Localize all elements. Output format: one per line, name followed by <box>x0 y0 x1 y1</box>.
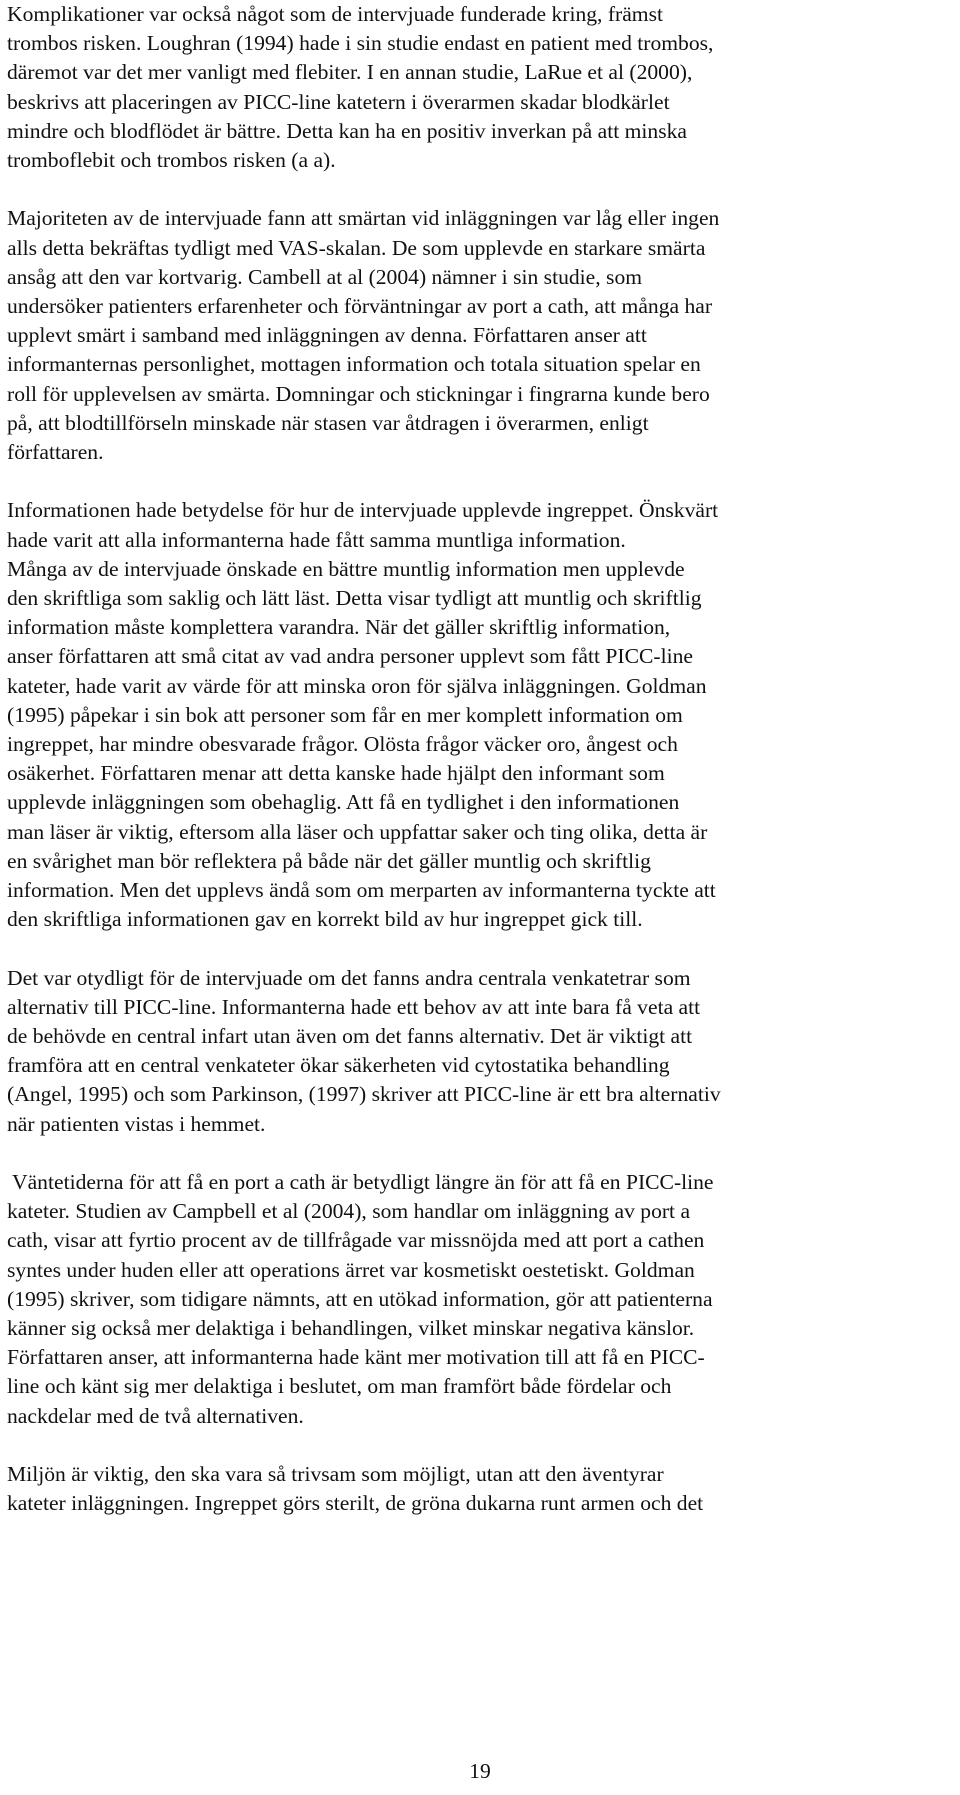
text-line: alls detta bekräftas tydligt med VAS-skalan. De som upplevde en starkare smärta <box>7 235 706 260</box>
text-line: på, att blodtillförseln minskade när stasen var åtdragen i överarmen, enligt <box>7 410 649 435</box>
text-line: en svårighet man bör reflektera på både när det gäller muntlig och skriftlig <box>7 848 651 873</box>
text-line: de behövde en central infart utan även om det fanns alternativ. Det är viktigt att <box>7 1024 693 1049</box>
paragraph-gap <box>7 467 942 496</box>
paragraph-gap <box>7 1139 942 1168</box>
text-line: Väntetiderna för att få en port a cath är betydligt längre än för att få en PICC-line <box>7 1170 714 1195</box>
text-line: Det var otydligt för de intervjuade om det fanns andra centrala venkatetrar som <box>7 965 691 990</box>
paragraph-complications <box>7 0 942 175</box>
paragraph-environment <box>7 1460 942 1518</box>
text-line: Majoriteten av de intervjuade fann att smärtan vid inläggningen var låg eller ingen <box>7 206 720 231</box>
page-number: 19 <box>469 1759 491 1783</box>
text-line: däremot var det mer vanligt med flebiter. I en annan studie, LaRue et al (2000), <box>7 60 693 85</box>
paragraph-gap <box>7 934 942 963</box>
text-line: beskrivs att placeringen av PICC-line katetern i överarmen skadar blodkärlet <box>7 89 670 114</box>
text-line: Författaren anser, att informanterna hade känt mer motivation till att få en PICC- <box>7 1345 705 1370</box>
text-line: mindre och blodflödet är bättre. Detta kan ha en positiv inverkan på att minska <box>7 118 687 143</box>
text-line: kateter, hade varit av värde för att minska oron för själva inläggningen. Goldman <box>7 673 707 698</box>
text-line: nackdelar med de två alternativen. <box>7 1403 304 1428</box>
paragraph-pain <box>7 204 942 467</box>
text-line: alternativ till PICC-line. Informanterna hade ett behov av att inte bara få veta att <box>7 994 701 1019</box>
text-line: tromboflebit och trombos risken (a a). <box>7 148 336 173</box>
text-line: syntes under huden eller att operations ärret var kosmetiskt oestetiskt. Goldman <box>7 1257 695 1282</box>
text-line: kateter. Studien av Campbell et al (2004), som handlar om inläggning av port a <box>7 1199 691 1224</box>
text-line: cath, visar att fyrtio procent av de tillfrågade var missnöjda med att port a cathen <box>7 1228 705 1253</box>
text-line: ansåg att den var kortvarig. Cambell at al (2004) nämner i sin studie, som <box>7 264 643 289</box>
paragraph-information <box>7 496 942 934</box>
text-line: den skriftliga som saklig och lätt läst. Detta visar tydligt att muntlig och skriftlig <box>7 586 702 611</box>
body-text <box>7 0 942 1518</box>
text-line: författaren. <box>7 440 104 465</box>
paragraph-gap <box>7 1431 942 1460</box>
text-line: Många av de intervjuade önskade en bättre muntlig information men upplevde <box>7 556 685 581</box>
text-line: när patienten vistas i hemmet. <box>7 1111 266 1136</box>
text-line: upplevt smärt i samband med inläggningen av denna. Författaren anser att <box>7 323 647 348</box>
text-line: kateter inläggningen. Ingreppet görs sterilt, de gröna dukarna runt armen och det <box>7 1491 704 1516</box>
text-line: man läser är viktig, eftersom alla läser och uppfattar saker och ting olika, detta är <box>7 819 708 844</box>
text-line: osäkerhet. Författaren menar att detta kanske hade hjälpt den informant som <box>7 761 665 786</box>
text-line: Komplikationer var också något som de intervjuade funderade kring, främst <box>7 2 664 26</box>
text-line: framföra att en central venkateter ökar säkerheten vid cytostatika behandling <box>7 1053 670 1078</box>
text-line: (1995) påpekar i sin bok att personer som får en mer komplett information om <box>7 702 683 727</box>
text-line: information. Men det upplevs ändå som om merparten av informanterna tyckte att <box>7 878 716 903</box>
text-line: känner sig också mer delaktiga i behandlingen, vilket minskar negativa känslor. <box>7 1316 695 1341</box>
text-line: undersöker patienters erfarenheter och förväntningar av port a cath, att många har <box>7 294 713 319</box>
paragraph-waiting-times <box>7 1168 942 1431</box>
text-line: (1995) skriver, som tidigare nämnts, att en utökad information, gör att patienterna <box>7 1286 713 1311</box>
text-line: informanternas personlighet, mottagen information och totala situation spelar en <box>7 352 701 377</box>
text-line: trombos risken. Loughran (1994) hade i sin studie endast en patient med trombos, <box>7 31 714 56</box>
text-line: Informationen hade betydelse för hur de intervjuade upplevde ingreppet. Önskvärt <box>7 498 719 523</box>
paragraph-gap <box>7 175 942 204</box>
text-line: anser författaren att små citat av vad andra personer upplevt som fått PICC-line <box>7 644 693 669</box>
text-line: Miljön är viktig, den ska vara så trivsam som möjligt, utan att den äventyrar <box>7 1462 664 1487</box>
text-line: ingreppet, har mindre obesvarade frågor. Olösta frågor väcker oro, ångest och <box>7 732 678 757</box>
text-line: upplevde inläggningen som obehaglig. Att få en tydlighet i den informationen <box>7 790 680 815</box>
text-line: den skriftliga informationen gav en korrekt bild av hur ingreppet gick till. <box>7 907 643 932</box>
text-line: line och känt sig mer delaktiga i beslutet, om man framfört både fördelar och <box>7 1374 672 1399</box>
text-line: hade varit att alla informanterna hade fått samma muntliga information. <box>7 527 626 552</box>
text-line: roll för upplevelsen av smärta. Domningar och stickningar i fingrarna kunde bero <box>7 381 710 406</box>
paragraph-alternatives <box>7 964 942 1139</box>
text-line: information måste komplettera varandra. När det gäller skriftlig information, <box>7 615 671 640</box>
text-line: (Angel, 1995) och som Parkinson, (1997) skriver att PICC-line är ett bra alternativ <box>7 1082 721 1107</box>
